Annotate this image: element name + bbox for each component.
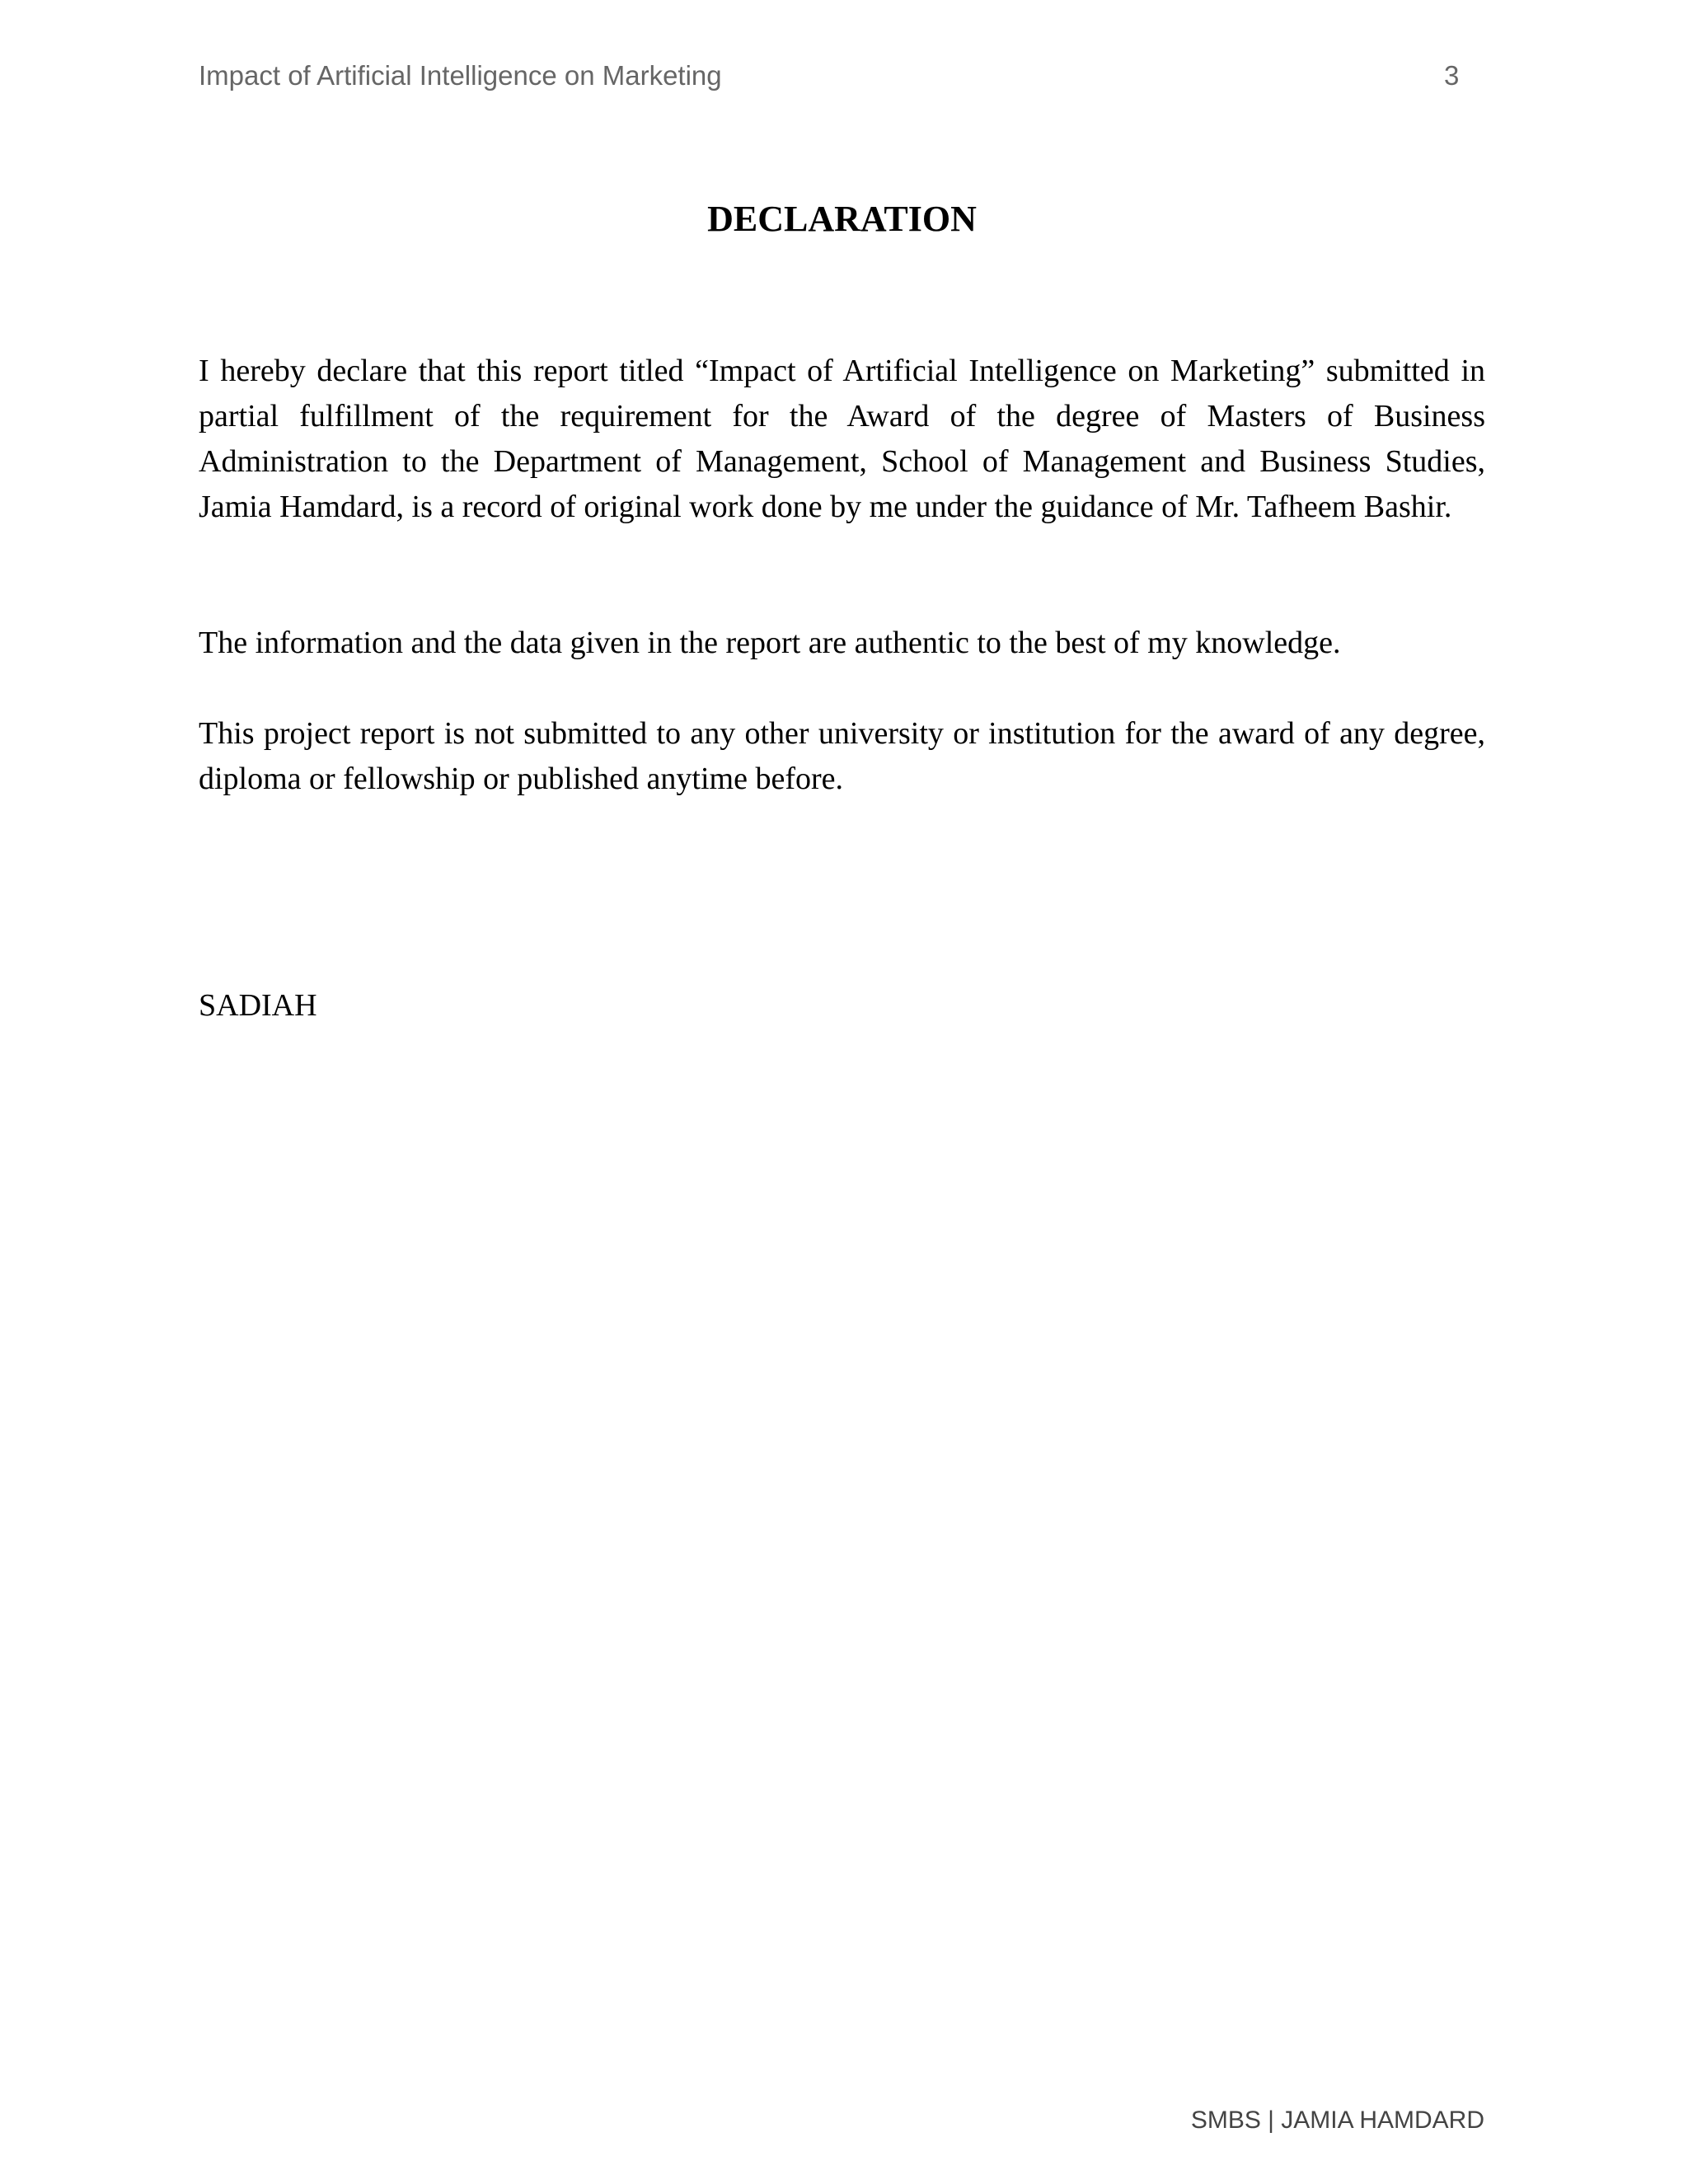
declaration-paragraph-2: The information and the data given in the report are authentic to the best of my knowledge.: [199, 626, 1341, 660]
page-title: DECLARATION: [707, 199, 977, 239]
page-footer: SMBS | JAMIA HAMDARD: [1190, 2107, 1484, 2134]
declaration-paragraph-3: This project report is not submitted to any other university or institution for the award of any degree, diploma or fellowship or published anytime before.: [199, 716, 1485, 796]
page-number: 3: [1444, 60, 1460, 91]
header-title: Impact of Artificial Intelligence on Marketing: [199, 60, 722, 91]
signature-name: SADIAH: [199, 988, 317, 1023]
declaration-paragraph-1: I hereby declare that this report titled “Impact of Artificial Intelligence on Marketing” submitted in partial fulfillment of the requirement for the Award of the degree of Masters of Business Administration to the Department of Management, School of Management and Business Studies, Jamia Hamdard, is a record of original work done by me under the guidance of Mr. Tafheem Bashir.: [199, 354, 1485, 524]
